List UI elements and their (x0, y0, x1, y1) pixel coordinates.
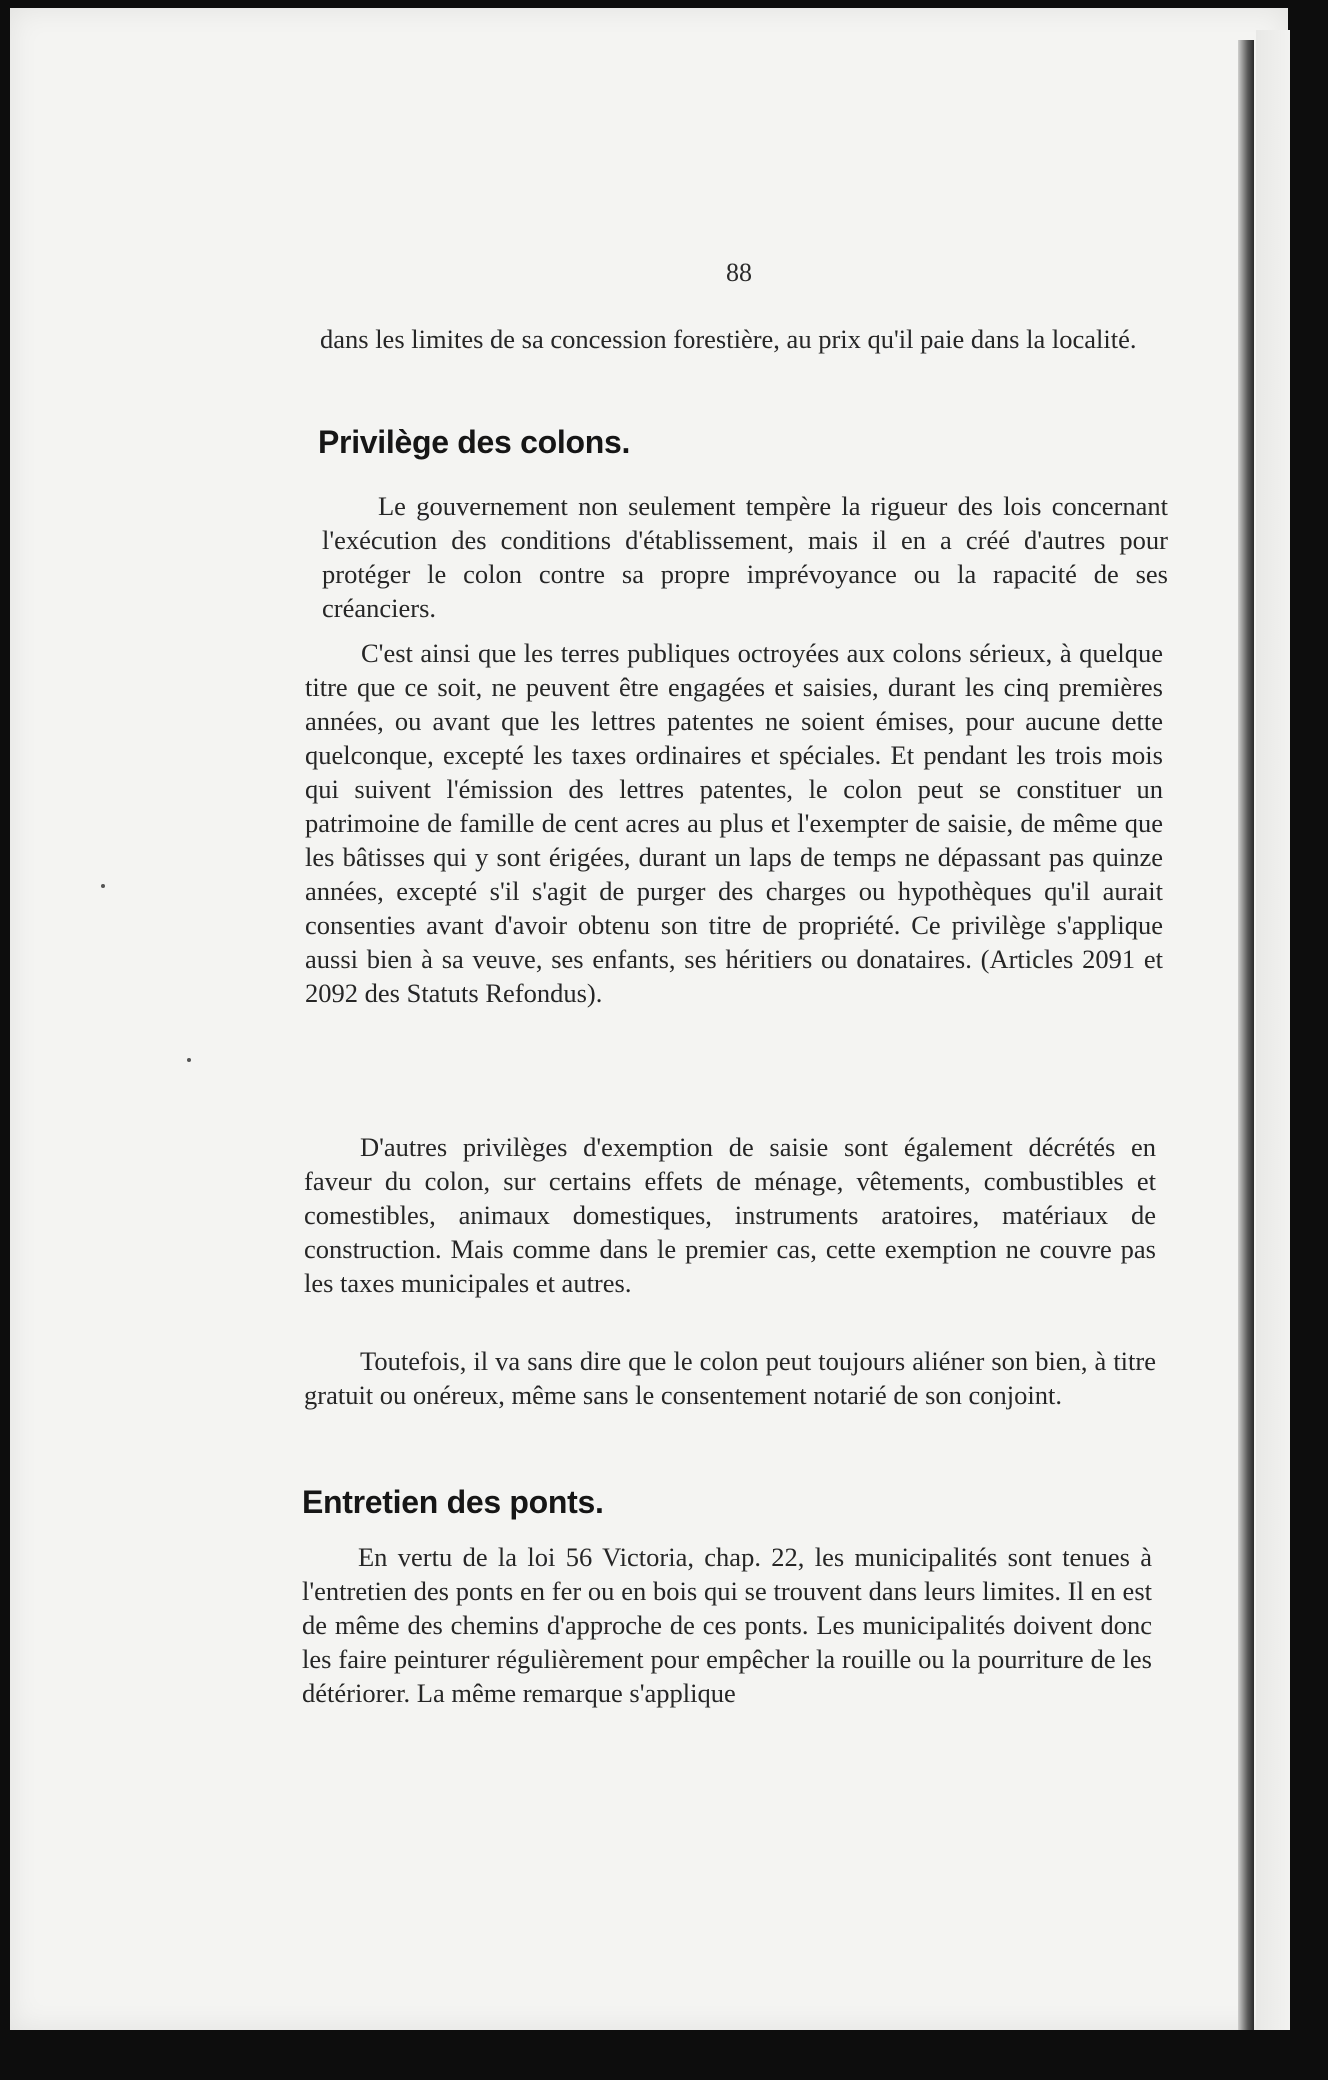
book-page (10, 8, 1288, 2030)
paragraph: Toutefois, il va sans dire que le colon peut toujours aliéner son bien, à titre gratuit ou onéreux, même sans le consentement notarié de son conjoint. (304, 1346, 1156, 1410)
continuation-paragraph: dans les limites de sa concession forestière, au prix qu'il paie dans la localité. (320, 324, 1137, 354)
paragraph: D'autres privilèges d'exemption de saisie sont également décrétés en faveur du colon, sur certains effets de ménage, vêtements, combustibles et comestibles, animaux domestiques, instruments aratoires, matériaux de construction. Mais comme dans le premier cas, cette exemption ne couvre pas les taxes municipales et autres. (304, 1132, 1156, 1298)
page-gutter-shadow (1238, 40, 1254, 2040)
section-heading-privilege: Privilège des colons. (318, 424, 631, 460)
scan-border (0, 2030, 1328, 2080)
next-page-edge (1256, 30, 1290, 2040)
page-number: 88 (726, 258, 752, 287)
scan-speck (101, 884, 105, 888)
section-heading-ponts: Entretien des ponts. (302, 1484, 604, 1520)
paragraph: En vertu de la loi 56 Victoria, chap. 22, les municipalités sont tenues à l'entretien des ponts en fer ou en bois qui se trouvent dans leurs limites. Il en est de même des chemins d'approche de ces ponts. Les municipalités doivent donc les faire peinturer régulièrement pour empêcher la rouille ou la pourriture de les détériorer. La même remarque s'applique (302, 1542, 1152, 1708)
scan-speck (187, 1058, 191, 1062)
paragraph: Le gouvernement non seulement tempère la rigueur des lois concernant l'exécution des conditions d'établissement, mais il en a créé d'autres pour protéger le colon contre sa propre imprévoyance ou la rapacité de ses créanciers. (322, 491, 1168, 623)
paragraph: C'est ainsi que les terres publiques octroyées aux colons sérieux, à quelque titre que ce soit, ne peuvent être engagées et saisies, durant les cinq premières années, ou avant que les lettres patentes ne soient émises, pour aucune dette quelconque, excepté les taxes ordinaires et spéciales. Et pendant les trois mois qui suivent l'émission des lettres patentes, le colon peut se constituer un patrimoine de famille de cent acres au plus et l'exempter de saisie, de même que les bâtisses qui y sont érigées, durant un laps de temps ne dépassant pas quinze années, excepté s'il s'agit de purger des charges ou hypothèques qu'il aurait consenties avant d'avoir obtenu son titre de propriété. Ce privilège s'applique aussi bien à sa veuve, ses enfants, ses héritiers ou donataires. (Articles 2091 et 2092 des Statuts Refondus). (305, 638, 1163, 1008)
